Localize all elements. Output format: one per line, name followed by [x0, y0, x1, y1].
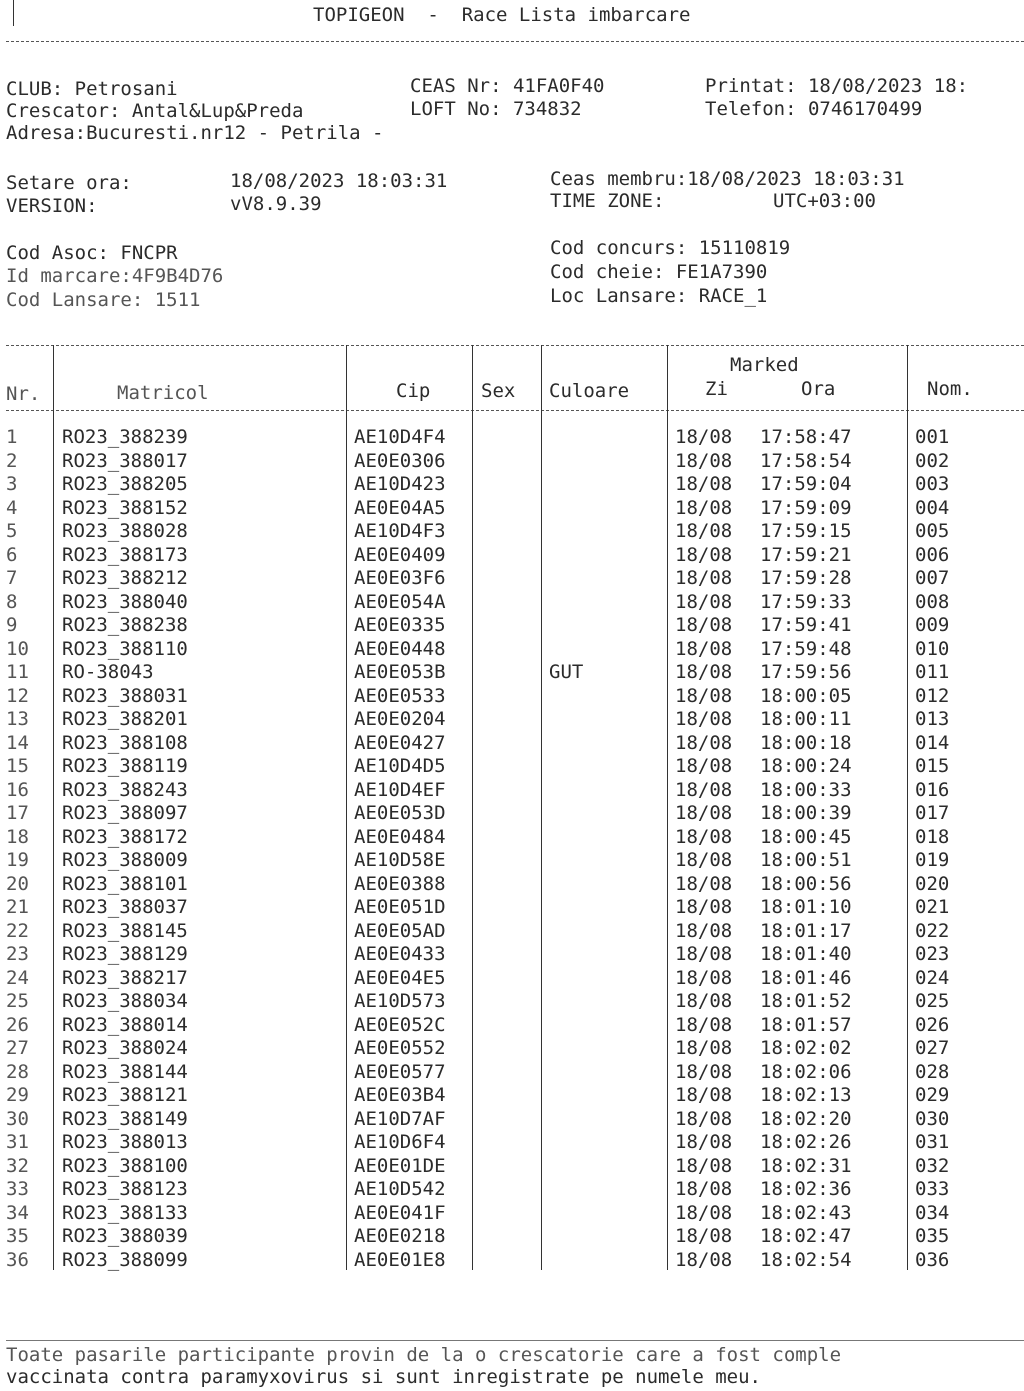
cell-nom: 012	[915, 684, 950, 707]
cell-ora: 18:01:10	[760, 896, 852, 918]
cell-matricol: RO23_388017	[62, 449, 188, 472]
cell-matricol: RO23_388034	[62, 990, 188, 1012]
cell-nom: 001	[915, 426, 950, 448]
cell-matricol: RO23_388013	[62, 1131, 188, 1153]
cell-nom: 013	[915, 708, 950, 730]
cod-asoc-info: Cod Asoc: FNCPR	[6, 242, 178, 264]
cell-nr: 13	[6, 708, 29, 730]
cell-ora: 17:59:21	[760, 543, 852, 566]
cell-nr: 28	[6, 1060, 29, 1083]
header-marked: Marked	[730, 354, 799, 376]
cell-cip: AE0E03F6	[354, 567, 446, 589]
cell-zi: 18/08	[675, 426, 733, 448]
cell-ora: 18:01:46	[760, 966, 852, 989]
cell-zi: 18/08	[675, 520, 733, 542]
title-divider	[6, 41, 1024, 42]
cell-nom: 023	[915, 943, 950, 965]
cell-cip: AE0E053D	[354, 802, 446, 824]
cell-ora: 18:00:24	[760, 755, 852, 777]
cell-matricol: RO23_388031	[62, 684, 188, 707]
cell-cip: AE0E052C	[354, 1013, 446, 1036]
cell-ora: 18:02:36	[760, 1178, 852, 1200]
cell-culoare: GUT	[549, 661, 584, 683]
cell-matricol: RO23_388009	[62, 849, 188, 871]
cell-nr: 12	[6, 684, 29, 707]
cell-nr: 10	[6, 637, 29, 660]
cell-nr: 24	[6, 966, 29, 989]
cell-ora: 17:59:33	[760, 590, 852, 613]
page-title: TOPIGEON - Race Lista imbarcare	[313, 4, 691, 26]
cell-zi: 18/08	[675, 567, 733, 589]
cell-nom: 026	[915, 1013, 950, 1036]
cell-cip: AE0E05AD	[354, 919, 446, 942]
cell-matricol: RO23_388110	[62, 637, 188, 660]
cell-zi: 18/08	[675, 637, 733, 660]
table-top-rule	[6, 345, 1024, 346]
cell-ora: 17:58:47	[760, 426, 852, 448]
cell-cip: AE0E04E5	[354, 966, 446, 989]
cell-nr: 21	[6, 896, 29, 918]
cell-cip: AE0E0533	[354, 684, 446, 707]
cell-ora: 18:00:05	[760, 684, 852, 707]
cell-matricol: RO23_388014	[62, 1013, 188, 1036]
cell-nr: 15	[6, 755, 29, 777]
cell-ora: 18:02:20	[760, 1107, 852, 1130]
cell-cip: AE0E054A	[354, 590, 446, 613]
cell-nom: 018	[915, 825, 950, 848]
cell-nom: 007	[915, 567, 950, 589]
cell-matricol: RO23_388172	[62, 825, 188, 848]
cell-nr: 33	[6, 1178, 29, 1200]
cell-ora: 17:59:41	[760, 614, 852, 636]
cell-ora: 18:02:43	[760, 1201, 852, 1224]
cell-nom: 027	[915, 1037, 950, 1059]
cell-ora: 18:00:45	[760, 825, 852, 848]
cell-matricol: RO23_388024	[62, 1037, 188, 1059]
cell-nr: 18	[6, 825, 29, 848]
cell-zi: 18/08	[675, 614, 733, 636]
cell-nom: 020	[915, 872, 950, 895]
cell-nr: 8	[6, 590, 18, 613]
cell-nom: 011	[915, 661, 950, 683]
cell-cip: AE0E0577	[354, 1060, 446, 1083]
cell-nom: 004	[915, 496, 950, 519]
cell-ora: 17:59:04	[760, 473, 852, 495]
cell-nr: 3	[6, 473, 18, 495]
cell-cip: AE10D573	[354, 990, 446, 1012]
cell-ora: 18:01:40	[760, 943, 852, 965]
cell-cip: AE10D58E	[354, 849, 446, 871]
cell-ora: 17:59:28	[760, 567, 852, 589]
cell-cip: AE0E051D	[354, 896, 446, 918]
cell-nr: 36	[6, 1248, 29, 1271]
cell-nr: 7	[6, 567, 18, 589]
cell-cip: AE0E04A5	[354, 496, 446, 519]
cell-zi: 18/08	[675, 825, 733, 848]
cell-ora: 18:00:18	[760, 731, 852, 754]
cell-nr: 34	[6, 1201, 29, 1224]
cell-nr: 23	[6, 943, 29, 965]
cell-ora: 18:02:06	[760, 1060, 852, 1083]
cell-nr: 16	[6, 778, 29, 801]
cell-matricol: RO23_388100	[62, 1154, 188, 1177]
cell-zi: 18/08	[675, 896, 733, 918]
cell-cip: AE0E01E8	[354, 1248, 446, 1271]
header-sex: Sex	[481, 380, 516, 402]
ceas-nr-info: CEAS Nr: 41FA0F40	[410, 75, 605, 97]
cell-nr: 5	[6, 520, 18, 542]
cell-nr: 25	[6, 990, 29, 1012]
cell-nr: 31	[6, 1131, 29, 1153]
telefon-info: Telefon: 0746170499	[705, 98, 923, 120]
cell-nom: 008	[915, 590, 950, 613]
cell-nom: 002	[915, 449, 950, 472]
cell-matricol: RO23_388119	[62, 755, 188, 777]
cod-lansare-info: Cod Lansare: 1511	[6, 289, 201, 311]
cell-matricol: RO23_388099	[62, 1248, 188, 1271]
cell-nr: 20	[6, 872, 29, 895]
col-divider-matricol	[346, 345, 347, 1270]
cell-zi: 18/08	[675, 1178, 733, 1200]
cell-matricol: RO23_388097	[62, 802, 188, 824]
cell-ora: 17:59:56	[760, 661, 852, 683]
header-matricol: Matricol	[117, 382, 209, 404]
header-nr: Nr.	[6, 383, 41, 405]
cell-ora: 18:00:56	[760, 872, 852, 895]
cell-cip: AE0E03B4	[354, 1084, 446, 1106]
cell-nom: 033	[915, 1178, 950, 1200]
cell-nom: 010	[915, 637, 950, 660]
cell-ora: 18:00:33	[760, 778, 852, 801]
col-divider-nr	[53, 345, 54, 1270]
printat-info: Printat: 18/08/2023 18:	[705, 75, 969, 97]
cell-zi: 18/08	[675, 966, 733, 989]
cell-zi: 18/08	[675, 802, 733, 824]
cell-cip: AE0E0388	[354, 872, 446, 895]
header-nom: Nom.	[927, 378, 973, 400]
cell-matricol: RO23_388149	[62, 1107, 188, 1130]
cell-nr: 30	[6, 1107, 29, 1130]
cell-cip: AE0E0433	[354, 943, 446, 965]
cell-matricol: RO23_388108	[62, 731, 188, 754]
version-value: vV8.9.39	[230, 193, 322, 215]
cell-matricol: RO23_388144	[62, 1060, 188, 1083]
adresa-info: Adresa:Bucuresti.nr12 - Petrila -	[6, 122, 384, 144]
col-divider-culoare	[667, 345, 668, 1270]
cell-nom: 029	[915, 1084, 950, 1106]
cell-cip: AE0E0409	[354, 543, 446, 566]
cell-nom: 003	[915, 473, 950, 495]
cell-matricol: RO23_388133	[62, 1201, 188, 1224]
version-label: VERSION:	[6, 195, 98, 217]
cell-nr: 2	[6, 449, 18, 472]
cell-nr: 35	[6, 1225, 29, 1247]
cell-nom: 032	[915, 1154, 950, 1177]
cell-zi: 18/08	[675, 919, 733, 942]
cell-nom: 014	[915, 731, 950, 754]
cell-nom: 017	[915, 802, 950, 824]
cell-matricol: RO23_388212	[62, 567, 188, 589]
cell-cip: AE10D423	[354, 473, 446, 495]
cell-zi: 18/08	[675, 449, 733, 472]
cell-matricol: RO23_388145	[62, 919, 188, 942]
cell-cip: AE10D4D5	[354, 755, 446, 777]
header-ora: Ora	[801, 378, 836, 400]
cell-zi: 18/08	[675, 1225, 733, 1247]
cell-cip: AE10D542	[354, 1178, 446, 1200]
cell-nr: 19	[6, 849, 29, 871]
cell-zi: 18/08	[675, 1248, 733, 1271]
cell-matricol: RO23_388123	[62, 1178, 188, 1200]
cell-zi: 18/08	[675, 590, 733, 613]
cell-cip: AE0E0484	[354, 825, 446, 848]
cell-ora: 17:58:54	[760, 449, 852, 472]
cell-zi: 18/08	[675, 849, 733, 871]
cell-matricol: RO23_388129	[62, 943, 188, 965]
cell-cip: AE0E0448	[354, 637, 446, 660]
cell-matricol: RO23_388028	[62, 520, 188, 542]
cell-zi: 18/08	[675, 708, 733, 730]
cod-cheie-info: Cod cheie: FE1A7390	[550, 261, 768, 283]
cell-cip: AE10D4F3	[354, 520, 446, 542]
cell-ora: 18:02:47	[760, 1225, 852, 1247]
cell-matricol: RO23_388243	[62, 778, 188, 801]
cell-cip: AE0E0427	[354, 731, 446, 754]
cell-nom: 016	[915, 778, 950, 801]
cell-ora: 18:02:02	[760, 1037, 852, 1059]
cell-zi: 18/08	[675, 1107, 733, 1130]
cell-nom: 036	[915, 1248, 950, 1271]
cell-nom: 009	[915, 614, 950, 636]
cell-zi: 18/08	[675, 872, 733, 895]
cell-zi: 18/08	[675, 543, 733, 566]
table-header-rule	[6, 410, 1024, 411]
cell-matricol: RO23_388121	[62, 1084, 188, 1106]
cell-zi: 18/08	[675, 1060, 733, 1083]
cell-matricol: RO23_388238	[62, 614, 188, 636]
cell-cip: AE10D7AF	[354, 1107, 446, 1130]
cell-matricol: RO23_388101	[62, 872, 188, 895]
cell-cip: AE0E0335	[354, 614, 446, 636]
id-marcare-info: Id marcare:4F9B4D76	[6, 265, 224, 287]
cell-nr: 29	[6, 1084, 29, 1106]
cell-ora: 18:02:13	[760, 1084, 852, 1106]
cell-matricol: RO23_388217	[62, 966, 188, 989]
cell-ora: 18:02:31	[760, 1154, 852, 1177]
cell-zi: 18/08	[675, 778, 733, 801]
club-info: CLUB: Petrosani	[6, 78, 178, 100]
cell-zi: 18/08	[675, 1154, 733, 1177]
cell-nr: 1	[6, 426, 18, 448]
cell-ora: 18:00:51	[760, 849, 852, 871]
ceas-membru-info: Ceas membru:18/08/2023 18:03:31	[550, 168, 905, 190]
cell-zi: 18/08	[675, 473, 733, 495]
cell-nom: 006	[915, 543, 950, 566]
time-zone-label: TIME ZONE:	[550, 190, 665, 212]
footer-line-1: Toate pasarile participante provin de la o crescatorie care a fost comple	[6, 1344, 842, 1366]
col-divider-marked	[907, 345, 908, 1270]
cell-nr: 14	[6, 731, 29, 754]
footer-line-2: vaccinata contra paramyxovirus si sunt inregistrate pe numele meu.	[6, 1366, 761, 1388]
cell-matricol: RO23_388239	[62, 426, 188, 448]
loft-no-info: LOFT No: 734832	[410, 98, 582, 120]
cell-nr: 22	[6, 919, 29, 942]
cell-ora: 18:00:11	[760, 708, 852, 730]
cell-ora: 18:01:52	[760, 990, 852, 1012]
cell-nom: 015	[915, 755, 950, 777]
cell-nom: 025	[915, 990, 950, 1012]
cell-cip: AE0E041F	[354, 1201, 446, 1224]
cell-matricol: RO23_388205	[62, 473, 188, 495]
cod-concurs-info: Cod concurs: 15110819	[550, 237, 791, 259]
cell-nr: 9	[6, 614, 18, 636]
cell-ora: 18:02:54	[760, 1248, 852, 1271]
cell-nom: 024	[915, 966, 950, 989]
cell-nom: 035	[915, 1225, 950, 1247]
cell-cip: AE0E0218	[354, 1225, 446, 1247]
title-left-bar	[13, 0, 14, 26]
col-divider-sex	[541, 345, 542, 1270]
header-zi: Zi	[705, 378, 728, 400]
cell-nom: 030	[915, 1107, 950, 1130]
cell-ora: 18:02:26	[760, 1131, 852, 1153]
cell-nom: 031	[915, 1131, 950, 1153]
cell-zi: 18/08	[675, 1037, 733, 1059]
cell-nr: 17	[6, 802, 29, 824]
cell-nom: 022	[915, 919, 950, 942]
cell-matricol: RO-38043	[62, 661, 154, 683]
cell-matricol: RO23_388040	[62, 590, 188, 613]
cell-cip: AE10D6F4	[354, 1131, 446, 1153]
cell-zi: 18/08	[675, 731, 733, 754]
cell-nr: 32	[6, 1154, 29, 1177]
footer-rule	[6, 1340, 1024, 1341]
cell-nom: 034	[915, 1201, 950, 1224]
cell-matricol: RO23_388152	[62, 496, 188, 519]
cell-nom: 021	[915, 896, 950, 918]
cell-zi: 18/08	[675, 755, 733, 777]
cell-zi: 18/08	[675, 1084, 733, 1106]
header-culoare: Culoare	[549, 380, 630, 402]
time-zone-value: UTC+03:00	[773, 190, 876, 212]
cell-ora: 18:00:39	[760, 802, 852, 824]
cell-zi: 18/08	[675, 684, 733, 707]
loc-lansare-info: Loc Lansare: RACE_1	[550, 285, 768, 307]
cell-cip: AE10D4F4	[354, 426, 446, 448]
cell-cip: AE0E0306	[354, 449, 446, 472]
cell-zi: 18/08	[675, 661, 733, 683]
cell-nr: 4	[6, 496, 18, 519]
cell-matricol: RO23_388201	[62, 708, 188, 730]
col-divider-cip	[472, 345, 473, 1270]
cell-nom: 019	[915, 849, 950, 871]
cell-cip: AE0E053B	[354, 661, 446, 683]
cell-matricol: RO23_388173	[62, 543, 188, 566]
cell-nr: 11	[6, 661, 29, 683]
setare-ora-value: 18/08/2023 18:03:31	[230, 170, 448, 192]
cell-zi: 18/08	[675, 1131, 733, 1153]
setare-ora-label: Setare ora:	[6, 172, 132, 194]
cell-cip: AE0E0552	[354, 1037, 446, 1059]
cell-nom: 005	[915, 520, 950, 542]
cell-nr: 6	[6, 543, 18, 566]
cell-cip: AE0E01DE	[354, 1154, 446, 1177]
cell-cip: AE10D4EF	[354, 778, 446, 801]
cell-zi: 18/08	[675, 943, 733, 965]
crescator-info: Crescator: Antal&Lup&Preda	[6, 100, 304, 122]
cell-ora: 17:59:48	[760, 637, 852, 660]
cell-ora: 17:59:09	[760, 496, 852, 519]
cell-ora: 17:59:15	[760, 520, 852, 542]
cell-ora: 18:01:17	[760, 919, 852, 942]
cell-matricol: RO23_388037	[62, 896, 188, 918]
cell-ora: 18:01:57	[760, 1013, 852, 1036]
cell-zi: 18/08	[675, 990, 733, 1012]
cell-nr: 26	[6, 1013, 29, 1036]
cell-zi: 18/08	[675, 496, 733, 519]
cell-zi: 18/08	[675, 1201, 733, 1224]
cell-matricol: RO23_388039	[62, 1225, 188, 1247]
cell-cip: AE0E0204	[354, 708, 446, 730]
cell-nom: 028	[915, 1060, 950, 1083]
cell-nr: 27	[6, 1037, 29, 1059]
cell-zi: 18/08	[675, 1013, 733, 1036]
header-cip: Cip	[396, 380, 431, 402]
